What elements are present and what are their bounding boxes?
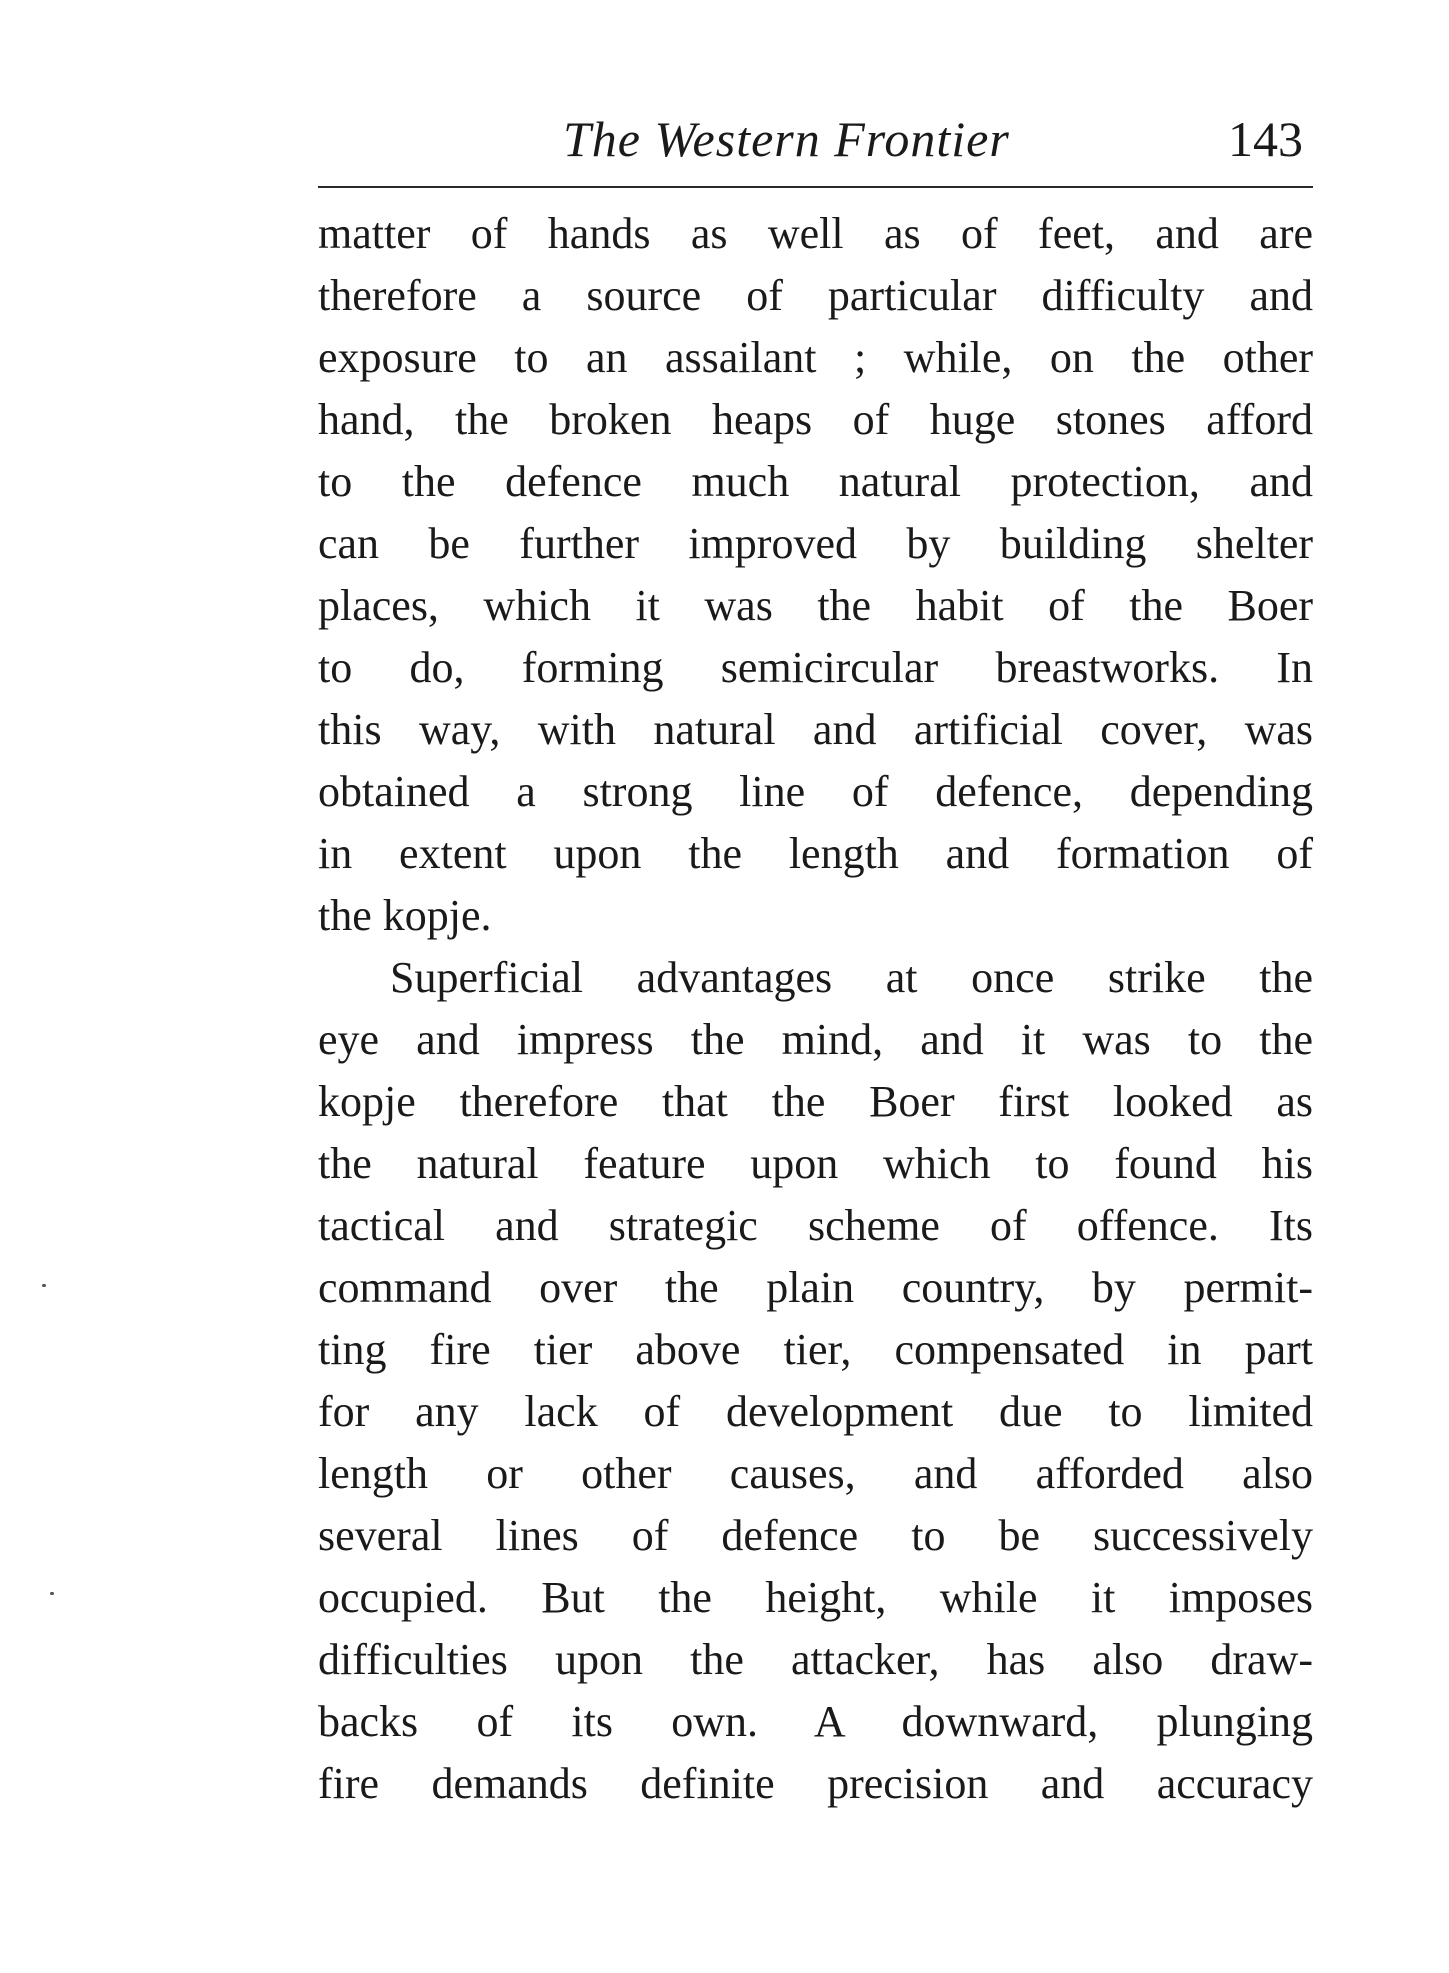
text-line: several lines of defence to be successively <box>318 1511 1313 1560</box>
text-line: Superficial advantages at once strike the <box>390 953 1313 1002</box>
text-line: eye and impress the mind, and it was to the <box>318 1015 1313 1064</box>
text-line: the kopje. <box>318 891 492 940</box>
text-line: exposure to an assailant ; while, on the other <box>318 333 1313 382</box>
text-line: to the defence much natural protection, and <box>318 457 1313 506</box>
text-line: places, which it was the habit of the Boer <box>318 581 1313 630</box>
text-line: occupied. But the height, while it imposes <box>318 1573 1313 1622</box>
text-line: can be further improved by building shelter <box>318 519 1313 568</box>
scan-speck <box>42 1284 46 1287</box>
text-line: matter of hands as well as of feet, and are <box>318 209 1313 258</box>
running-title: The Western Frontier <box>563 111 1010 167</box>
text-line: to do, forming semicircular breastworks. In <box>318 643 1313 692</box>
text-line: ting fire tier above tier, compensated in part <box>318 1325 1313 1374</box>
text-line: this way, with natural and artificial cover, was <box>318 705 1313 754</box>
text-line: obtained a strong line of defence, depending <box>318 767 1313 816</box>
page-header <box>318 104 1313 174</box>
header-rule <box>318 186 1313 188</box>
scan-speck <box>50 1592 54 1595</box>
paragraph-2 <box>318 947 1313 1815</box>
text-line: command over the plain country, by permit- <box>318 1263 1313 1312</box>
text-line: length or other causes, and afforded also <box>318 1449 1313 1498</box>
text-line: hand, the broken heaps of huge stones afford <box>318 395 1313 444</box>
text-line: therefore a source of particular difficulty and <box>318 271 1313 320</box>
text-line: kopje therefore that the Boer first looked as <box>318 1077 1313 1126</box>
text-line: fire demands definite precision and accuracy <box>318 1759 1313 1808</box>
text-line: tactical and strategic scheme of offence. Its <box>318 1201 1313 1250</box>
text-line: for any lack of development due to limited <box>318 1387 1313 1436</box>
text-line: difficulties upon the attacker, has also draw- <box>318 1635 1313 1684</box>
text-line: in extent upon the length and formation of <box>318 829 1313 878</box>
text-line: backs of its own. A downward, plunging <box>318 1697 1313 1746</box>
page-number: 143 <box>1228 111 1303 167</box>
paragraph-1 <box>318 203 1313 947</box>
body-text <box>318 203 1313 1815</box>
text-line: the natural feature upon which to found his <box>318 1139 1313 1188</box>
